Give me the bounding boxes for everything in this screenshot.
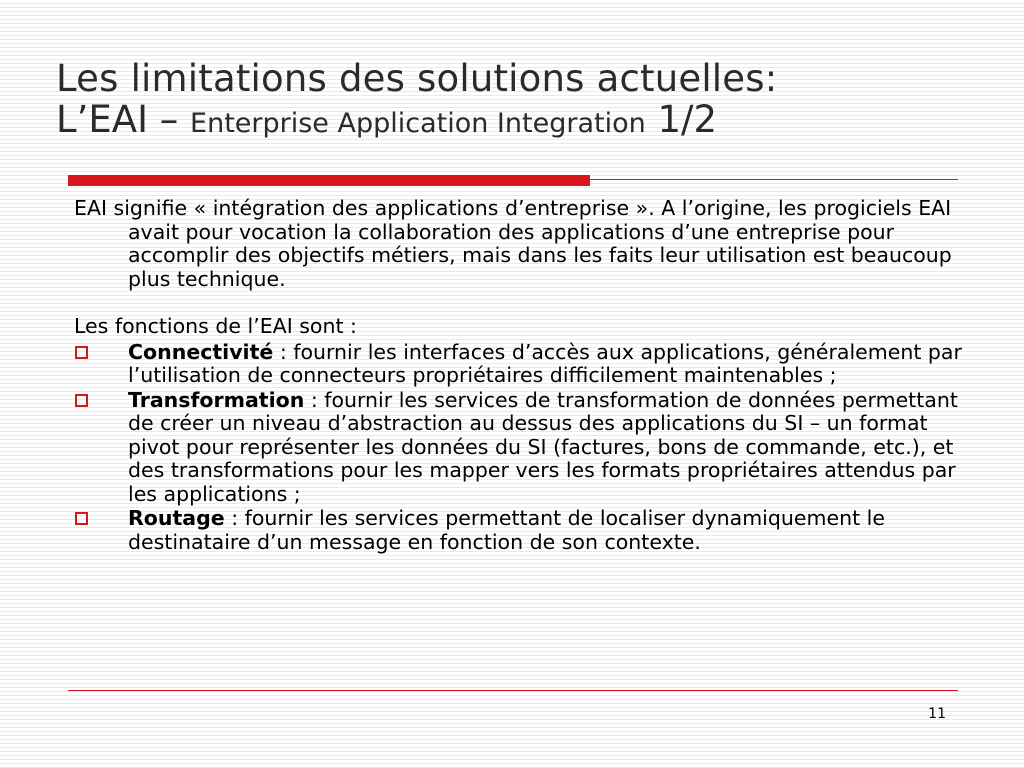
list-item <box>74 389 964 507</box>
bullet-term: Routage <box>128 506 225 530</box>
intro-paragraph: EAI signifie « intégration des applications d’entreprise ». A l’origine, les progiciels EAI avait pour vocation la collaboration des applications d’une entreprise pour accomplir des objectifs métiers, mais dans les faits leur utilisation est beaucoup plus technique. <box>74 196 952 291</box>
title-line-1 <box>56 58 976 99</box>
footer-divider <box>68 690 958 691</box>
title-part-indicator: 1/2 <box>657 98 718 142</box>
square-bullet-icon <box>75 346 88 359</box>
page-number: 11 <box>928 706 946 722</box>
bullet-term: Transformation <box>128 387 305 412</box>
list-item <box>74 341 964 388</box>
title-line-2 <box>56 99 976 140</box>
slide-title <box>56 58 976 141</box>
slide-body <box>74 197 964 555</box>
title-underline-thin <box>590 179 958 180</box>
title-main-text: Les limitations des solutions actuelles <box>56 57 765 100</box>
title-colon: : <box>764 57 778 100</box>
title-underline-thick <box>68 175 590 186</box>
bullet-text: : fournir les services permettant de localiser dynamiquement le destinataire d’un message en fonction de son contexte. <box>128 506 885 554</box>
title-eai-text: L’EAI – <box>56 98 179 142</box>
functions-heading: Les fonctions de l’EAI sont : <box>74 314 357 338</box>
bullet-term: Connectivité <box>128 339 274 364</box>
title-subtitle-text: Enterprise Application Integration <box>190 108 646 140</box>
bullet-text: : fournir les services de transformation de données permettant de créer un niveau d’abstraction au dessus des applications du SI – un format pivot pour représenter les données du SI (factures, bons de commande, etc.), et des transformations pour les mapper vers les formats propriétaires attendus par les applications ; <box>128 387 958 506</box>
functions-list <box>74 341 964 555</box>
square-bullet-icon <box>75 394 88 407</box>
list-item <box>74 507 964 554</box>
bullet-text: : fournir les interfaces d’accès aux applications, généralement par l’utilisation de connecteurs propriétaires difficilement maintenables ; <box>128 339 962 387</box>
square-bullet-icon <box>75 512 88 525</box>
